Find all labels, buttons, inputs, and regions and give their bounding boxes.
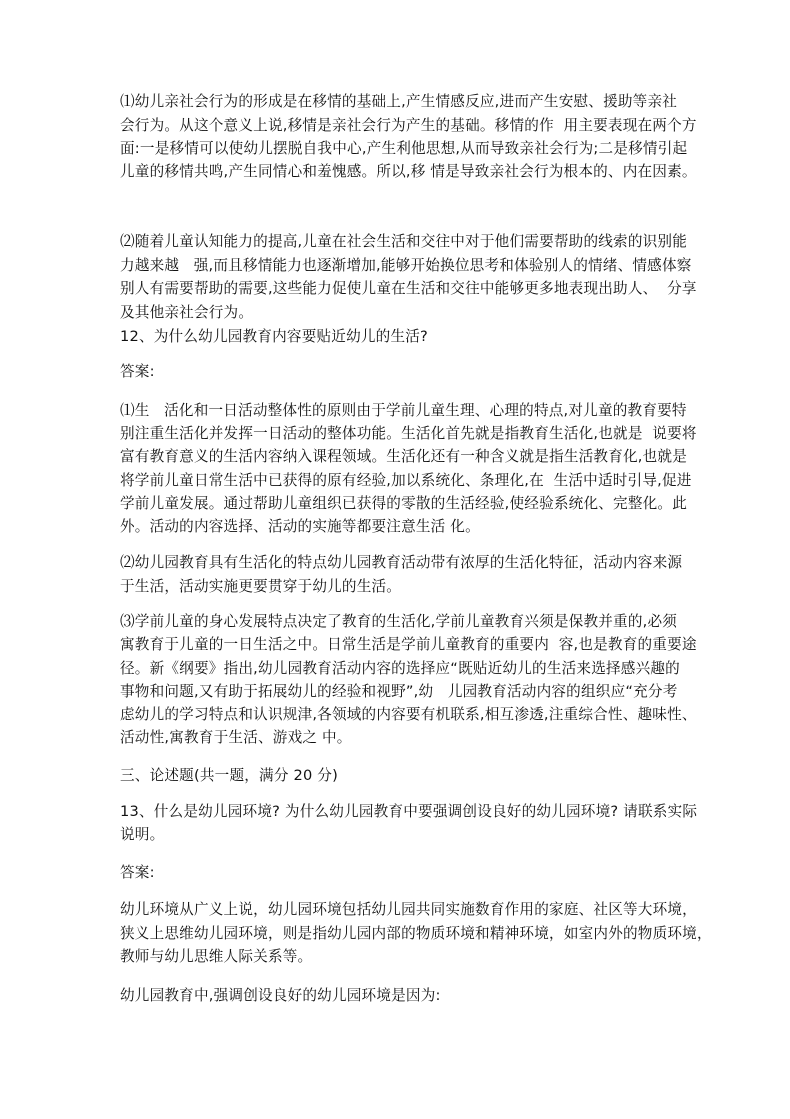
- text-line: ⑴幼儿亲社会行为的形成是在移情的基础上,产生情感反应,进而产生安慰、援助等亲社: [120, 93, 678, 110]
- text-line: 别人有需要帮助的需要,这些能力促使儿童在生活和交往中能够更多地表现出助人、 分享: [120, 280, 697, 297]
- question-13: 说明。: [120, 826, 165, 843]
- text-line: 寓教育于儿童的一日生活之中。日常生活是学前儿童教育的重要内 容,也是教育的重要途: [120, 636, 697, 653]
- question-13: 13、什么是幼儿园环境? 为什么幼儿园教育中要强调创设良好的幼儿园环境? 请联系实际: [120, 803, 698, 820]
- text-line: 会行为。从这个意义上说,移情是亲社会行为产生的基础。移情的作 用主要表现在两个方: [120, 117, 697, 134]
- text-line: 事物和问题,又有助于拓展幼儿的经验和视野”,幼 儿园教育活动内容的组织应“充分考: [120, 683, 678, 700]
- text-line: 外。活动的内容选择、活动的实施等都要注意生活 化。: [120, 518, 480, 535]
- text-line: 儿童的移情共鸣,产生同情心和羞愧感。所以,移 情是导致亲社会行为根本的、内在因素。: [120, 163, 697, 180]
- text-line: 狭义上思维幼儿园环境，则是指幼儿园内部的物质环境和精神环境，如室内外的物质环境，: [120, 925, 712, 942]
- text-line: ⑶学前儿童的身心发展特点决定了教育的生活化,学前儿童教育兴须是保教并重的,必须: [120, 613, 678, 630]
- text-line: 学前儿童发展。通过帮助儿童组织已获得的零散的生活经验,使经验系统化、完整化。此: [120, 495, 688, 512]
- section-heading: 三、论述题(共一题，满分 20 分): [120, 767, 338, 784]
- answer-label: 答案:: [120, 864, 155, 881]
- text-line: ⑴生 活化和一日活动整体性的原则由于学前儿童生理、心理的特点,对儿童的教育要特: [120, 402, 687, 419]
- text-line: 将学前儿童日常生活中已获得的原有经验,加以系统化、条理化,在 生活中适时引导,促进: [120, 472, 692, 489]
- text-line: 活动性,寓教育于生活、游戏之 中。: [120, 729, 352, 746]
- text-line: 教师与幼儿思维人际关系等。: [120, 948, 313, 965]
- text-line: 别注重生活化并发挥一日活动的整体功能。生活化首先就是指教育生活化,也就是 说要将: [120, 425, 697, 442]
- text-line: 及其他亲社会行为。: [120, 304, 254, 321]
- text-line: ⑵随着儿童认知能力的提高,儿童在社会生活和交往中对于他们需要帮助的线索的识别能: [120, 233, 688, 250]
- text-line: 于生活，活动实施更要贯穿于幼儿的生活。: [120, 578, 402, 595]
- text-line: 虑幼儿的学习特点和认识规津,各领域的内容要有机联系,相互渗透,注重综合性、趣味性、: [120, 706, 697, 723]
- text-line: 幼儿环境从广义上说，幼儿园环境包括幼儿园共同实施数育作用的家庭、社区等大环境，: [120, 901, 697, 918]
- text-line: 力越来越 强,而且移情能力也逐渐增加,能够开始换位思考和体验别人的情绪、情感体察: [120, 257, 692, 274]
- text-line: ⑵幼儿园教育具有生活化的特点幼儿园教育活动带有浓厚的生活化特征，活动内容来源: [120, 554, 683, 571]
- text-line: 径。新《纲要》指出,幼儿园教育活动内容的选择应“既贴近幼儿的生活来选择感兴趣的: [120, 660, 680, 677]
- question-12: 12、为什么幼儿园教育内容要贴近幼儿的生活?: [120, 328, 428, 345]
- text-line: 面:一是移情可以使幼儿摆脱自我中心,产生利他思想,从而导致亲社会行为;二是移情引起: [120, 140, 688, 157]
- text-line: 幼儿园教育中,强调创设良好的幼儿园环境是因为:: [120, 987, 441, 1004]
- text-line: 富有教育意义的生活内容纳入课程领域。生活化还有一种含义就是指生活教育化,也就是: [120, 448, 688, 465]
- answer-label: 答案:: [120, 363, 155, 380]
